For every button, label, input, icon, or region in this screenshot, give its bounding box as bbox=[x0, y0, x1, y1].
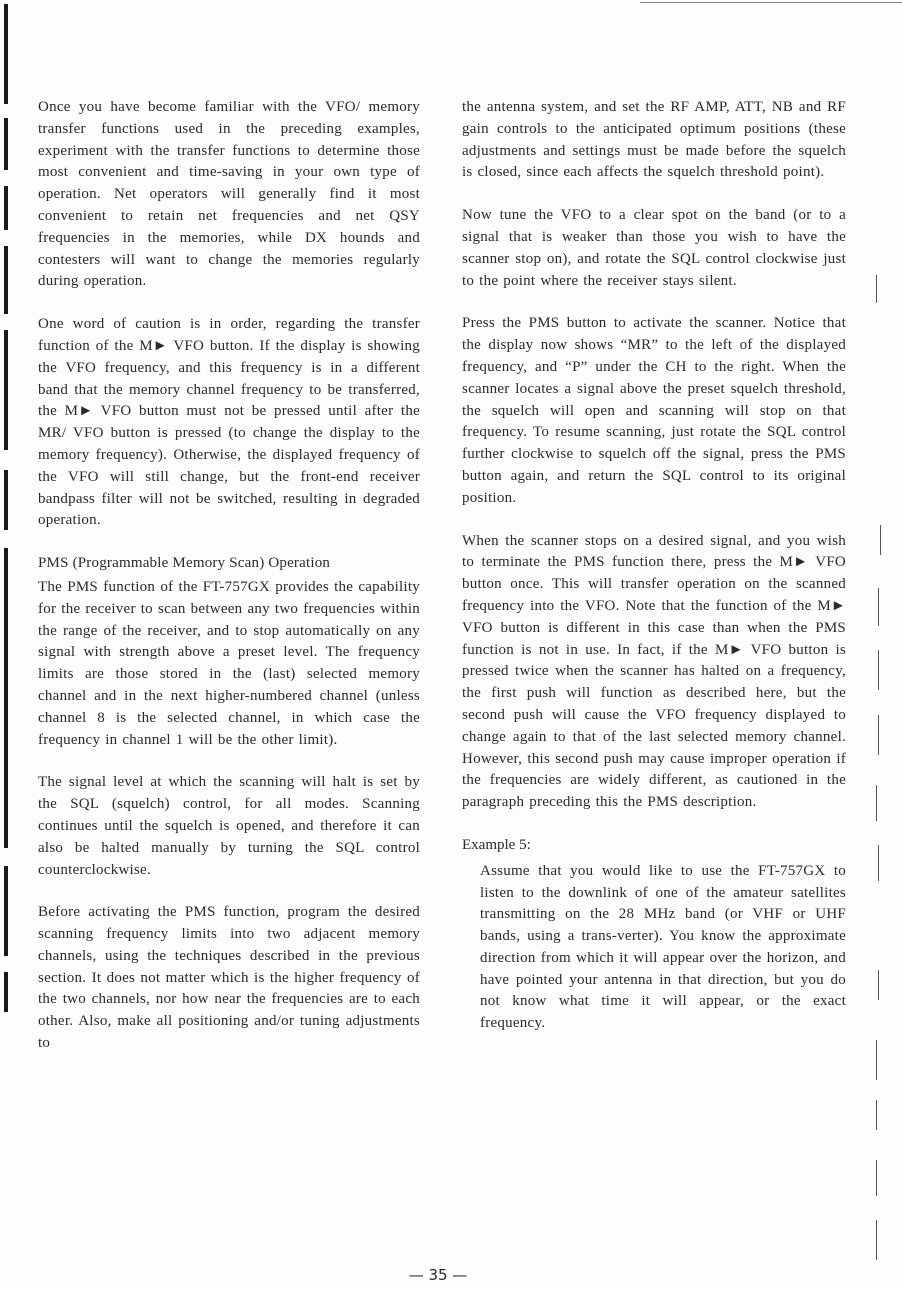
paragraph-caution-m-vfo: One word of caution is in order, regarding the transfer function of the M► VFO button. If the display is showing the VFO frequency, and this frequency is in a different band that the memory channel frequency to be transferred, the M► VFO button must not be pressed until after the MR/ VFO button is pressed (to change the display to the memory frequency). Otherwise, the displayed frequency of the VFO will still change, but the front-end receiver bandpass filter will not be switched, resulting in degraded operation. bbox=[38, 316, 420, 529]
paragraph-scanner-stops: When the scanner stops on a desired signal, and you wish to terminate the PMS function there, press the M► VFO button once. This will transfer operation on the scanned frequency into the VFO. Note that the function of the M► VFO button is different in this case than when the PMS function is not in use. In fact, if the M► VFO button is pressed twice when the scanner has halted on a frequency, the first push will function as described here, but the second push will cause the VFO frequency displayed to change again to that of the last selected memory channel. However, this second push may cause improper operation if the frequencies are widely different, as cautioned in the paragraph preceding this the PMS description. bbox=[462, 532, 846, 811]
paragraph-vfo-memory-transfer: Once you have become familiar with the VFO/ memory transfer functions used in the preceding examples, experiment with the transfer functions to determine those most convenient and time-saving in your own type of operation. Net operators will generally find it most convenient to retain net frequencies and net QSY frequencies in the memories, while DX hounds and contesters will want to change the memories regularly during operation. bbox=[38, 99, 420, 290]
right-column bbox=[462, 97, 846, 1056]
paragraph-antenna-system: the antenna system, and set the RF AMP, ATT, NB and RF gain controls to the anticipated optimum positions (these adjustments and settings must be made before the squelch is closed, since each affects the squelch threshold point). bbox=[462, 99, 846, 181]
section-heading-pms: PMS (Programmable Memory Scan) Operation bbox=[38, 555, 331, 572]
paragraph-signal-level: The signal level at which the scanning will halt is set by the SQL (squelch) control, for all modes. Scanning continues until the squelch is opened, and therefore it can also be halted manually by turning the SQL control counterclockwise. bbox=[38, 774, 420, 878]
page-number: — 35 — bbox=[408, 1266, 468, 1284]
left-column bbox=[38, 97, 420, 1076]
paragraph-example-5: Assume that you would like to use the FT-757GX to listen to the downlink of one of the amateur satellites transmitting on the 28 MHz band (or VHF or UHF bands, using a trans-verter). You know the approximate direction from which it will appear over the horizon, and have pointed your antenna in that direction, but you do not know what time it will appear, or the exact frequency. bbox=[480, 862, 846, 1032]
paragraph-tune-vfo: Now tune the VFO to a clear spot on the band (or to a signal that is weaker than those you wish to have the scanner stop on), and rotate the SQL control clockwise just to the point where the receiver stays silent. bbox=[462, 207, 846, 289]
paragraph-press-pms: Press the PMS button to activate the scanner. Notice that the display now shows “MR” to the left of the displayed frequency, and “P” under the CH to the right. When the scanner locates a signal above the preset squelch threshold, the squelch will open and scanning will stop on that frequency. To resume scanning, just rotate the SQL control further clockwise to squelch off the signal, press the PMS button again, and return the SQL control to its original position. bbox=[462, 315, 846, 506]
paragraph-pms-function: The PMS function of the FT-757GX provides the capability for the receiver to scan between any two frequencies within the range of the receiver, and to stop automatically on any signal with strength above a preset level. The frequency limits are those stored in the (last) selected memory channel and in the next higher-numbered channel (unless channel 8 is the selected channel, in which case the frequency in channel 1 will be the other limit). bbox=[38, 578, 420, 748]
left-scan-edge bbox=[0, 0, 16, 1291]
top-scan-rule bbox=[640, 2, 902, 3]
example-heading: Example 5: bbox=[462, 836, 531, 853]
right-scan-edge bbox=[874, 0, 884, 1291]
paragraph-before-activating: Before activating the PMS function, program the desired scanning frequency limits into two adjacent memory channels, using the techniques described in the previous section. It does not matter which is the higher frequency of the two channels, nor how near the frequencies are to each other. Also, make all positioning and/or tuning adjustments to bbox=[38, 904, 420, 1052]
